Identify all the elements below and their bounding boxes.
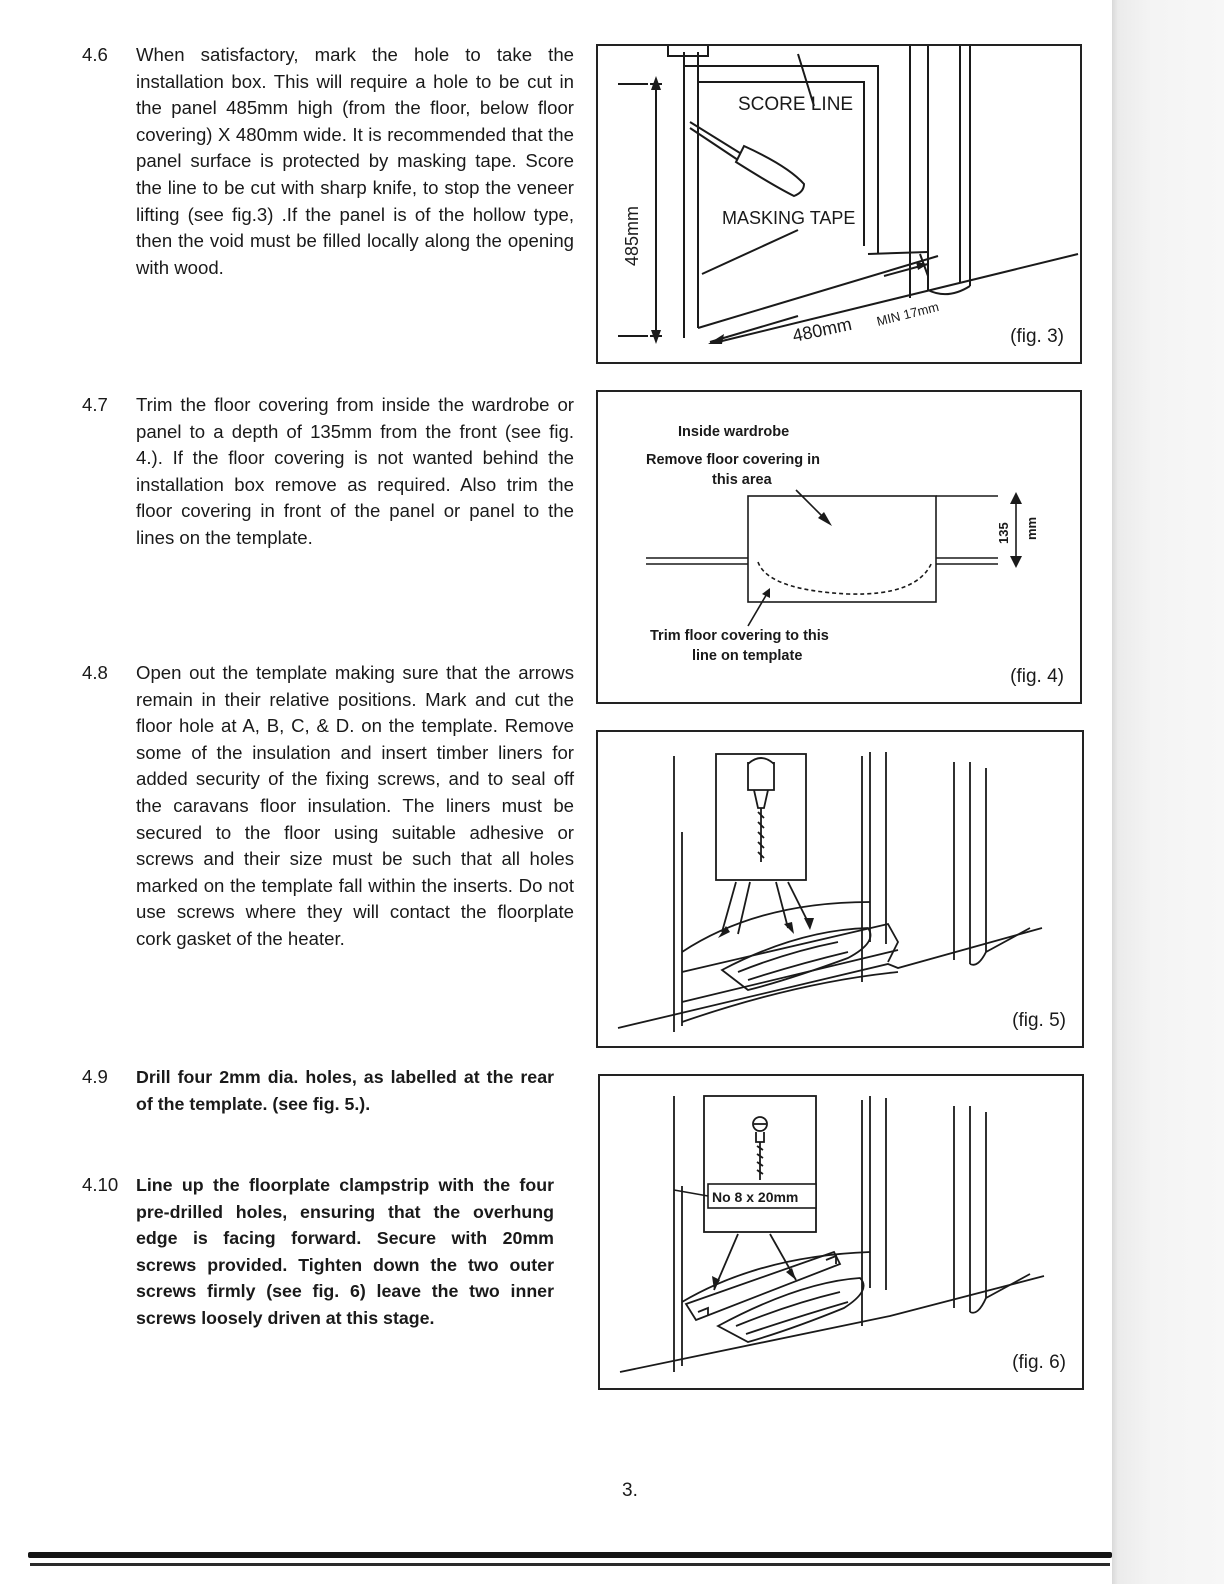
step-text: Open out the template making sure that the arrows remain in their relative positions. Mark and cut the floor hole at A, B, C, & D. on the template. Remove some of the insulation and insert timber liners for added security of the fixing screws, and to seal off the caravans floor insulation. The liners must be secured to the floor using suitable adhesive or screws and their size must be such that all holes marked on the template fall within the inserts. Do not use screws where they will contact the floorplate cork gasket of the heater. (136, 662, 574, 949)
inside-wardrobe-label: Inside wardrobe (678, 424, 790, 440)
step-number: 4.7 (82, 394, 108, 415)
step-number: 4.10 (82, 1174, 119, 1195)
figure-6 (598, 1074, 1084, 1390)
figure-3-drawing (598, 46, 1080, 362)
figure-4-caption: (fig. 4) (1010, 666, 1064, 687)
height-dimension-label: 485mm (622, 205, 642, 266)
remove-floor-label-line1: Remove floor covering in (646, 452, 821, 468)
step-number: 4.9 (82, 1066, 108, 1087)
step-text: Trim the floor covering from inside the wardrobe or panel to a depth of 135mm from the front (see fig. 4.). If the floor covering is not wanted behind the installation box remove as required. Also trim the floor covering in front of the panel or panel to the lines on the template. (136, 394, 574, 548)
figure-5 (596, 730, 1084, 1048)
figure-3 (596, 44, 1082, 364)
bottom-rule (28, 1552, 1112, 1558)
min-gap-label: MIN 17mm (875, 298, 941, 329)
step-number: 4.8 (82, 662, 108, 683)
trim-label-line2: line on template (692, 648, 803, 664)
width-dimension-label: 480mm (790, 313, 854, 346)
figure-4 (596, 390, 1082, 704)
step-text: Line up the floorplate clampstrip with the four pre-drilled holes, ensuring that the overhung edge is facing forward. Secure with 20mm screws provided. Tighten down the two outer screws firmly (see fig. 6) leave the two inner screws loosely driven at this stage. (136, 1175, 554, 1328)
step-4-10 (82, 1172, 554, 1332)
step-text: Drill four 2mm dia. holes, as labelled at the rear of the template. (see fig. 5.). (136, 1067, 554, 1114)
trim-label-line1: Trim floor covering to this (650, 628, 829, 644)
bottom-rule-secondary (30, 1563, 1110, 1566)
figure-5-drawing (598, 732, 1082, 1046)
figure-3-caption: (fig. 3) (1010, 326, 1064, 347)
figure-6-caption: (fig. 6) (1012, 1352, 1066, 1373)
figure-6-drawing (600, 1076, 1082, 1388)
step-4-9 (82, 1064, 554, 1117)
step-text: When satisfactory, mark the hole to take the installation box. This will require a hole to be cut in the panel 485mm high (from the floor, below floor covering) X 480mm wide. It is recommended that the panel surface is protected by masking tape. Score the line to be cut with sharp knife, to stop the veneer lifting (see fig.3) .If the panel is of the hollow type, then the void must be filled locally along the opening with wood. (136, 44, 574, 278)
remove-floor-label-line2: this area (712, 472, 772, 488)
figure-5-caption: (fig. 5) (1012, 1010, 1066, 1031)
step-4-6 (82, 42, 574, 281)
score-line-label: SCORE LINE (738, 94, 854, 115)
masking-tape-label: MASKING TAPE (722, 208, 856, 228)
step-number: 4.6 (82, 44, 108, 65)
depth-value-label: 135 (996, 522, 1011, 544)
page-edge-shadow (1112, 0, 1224, 1584)
step-4-8 (82, 660, 574, 953)
figure-4-drawing (598, 392, 1080, 702)
depth-unit-label: mm (1024, 516, 1039, 540)
screw-spec-label: No 8 x 20mm (712, 1189, 799, 1205)
step-4-7 (82, 392, 574, 552)
page-number: 3. (622, 1480, 638, 1501)
